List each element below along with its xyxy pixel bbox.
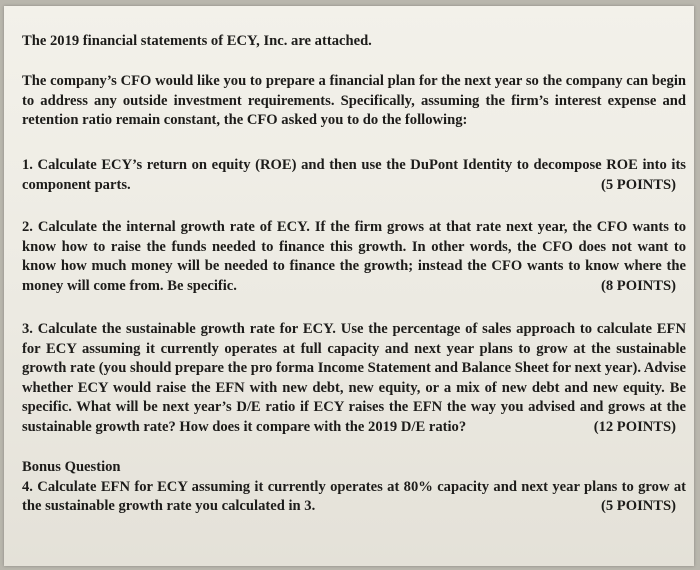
question-3-points: (12 POINTS) bbox=[593, 418, 676, 435]
task-paragraph: The company’s CFO would like you to prepare a financial plan for the next year so the company can begin to address any outside investment requirements. Specifically, assuming the firm’s interest expense and retention ratio remain constant, the CFO asked you to do the following: bbox=[22, 73, 686, 128]
question-1 bbox=[22, 156, 686, 195]
question-3 bbox=[22, 320, 686, 437]
question-2-text: 2. Calculate the internal growth rate of ECY. If the firm grows at that rate next year, the CFO wants to know how to raise the funds needed to finance this growth. In other words, the CFO does not want to know how much money will be needed to finance the growth; instead the CFO wants to know where the money will come from. Be specific. bbox=[22, 219, 686, 294]
question-2-points: (8 POINTS) bbox=[601, 277, 676, 294]
bonus-points: (5 POINTS) bbox=[601, 498, 676, 514]
bonus-heading: Bonus Question bbox=[22, 459, 121, 475]
bonus-question bbox=[22, 458, 686, 517]
intro-line: The 2019 financial statements of ECY, Inc. are attached. bbox=[22, 33, 372, 49]
question-2 bbox=[22, 218, 686, 296]
document-page bbox=[4, 6, 694, 566]
question-3-text: 3. Calculate the sustainable growth rate for ECY. Use the percentage of sales approach to calculate EFN for ECY assuming it currently operates at full capacity and next year plans to grow at the sustainable growth rate (you should prepare the pro forma Income Statement and Balance Sheet for next year). Advise whether ECY would raise the EFN with new debt, new equity, or a mix of new debt and new equity. Be specific. What will be next year’s D/E ratio if ECY raises the EFN the way you advised and grows at the sustainable growth rate? How does it compare with the 2019 D/E ratio? bbox=[22, 321, 686, 435]
question-1-points: (5 POINTS) bbox=[601, 176, 676, 193]
question-1-text: 1. Calculate ECY’s return on equity (ROE) and then use the DuPont Identity to decompose ROE into its component parts. bbox=[22, 157, 686, 193]
bonus-text: 4. Calculate EFN for ECY assuming it currently operates at 80% capacity and next year plans to grow at the sustainable growth rate you calculated in 3. bbox=[22, 478, 686, 514]
